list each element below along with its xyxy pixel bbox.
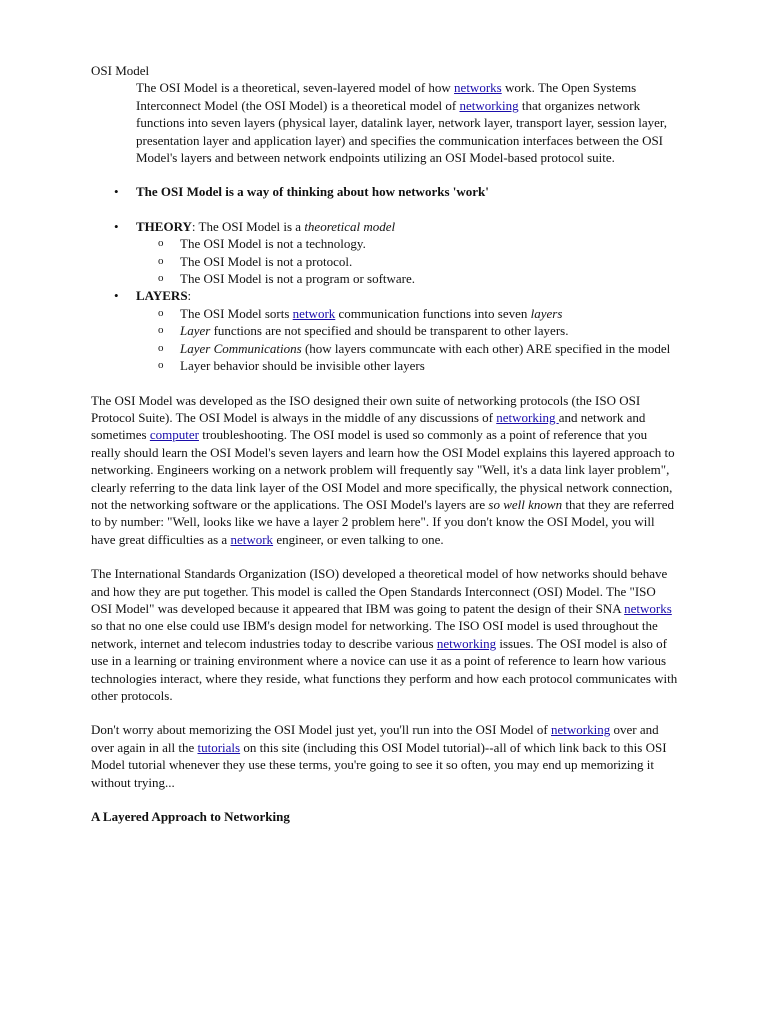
sub-item: o The OSI Model is not a program or software. — [136, 270, 679, 287]
sub-item — [136, 305, 679, 322]
bullet-list — [91, 183, 679, 200]
para-text: The International Standards Organization (ISO) developed a theoretical model of how networks should behave and how they are put together. This model is called the Open Standards Interconnect (OSI) Model. The "ISO OSI Model" was developed because it appeared that IBM was going to patent the design of their SNA — [91, 566, 668, 616]
paragraph-iso-suite — [91, 392, 679, 549]
networks-link[interactable]: networks — [454, 80, 502, 96]
para-text: The OSI Model was developed as the ISO designed their own suite of networking protocols (the ISO OSI Protocol Suite). The OSI Model is always in the middle of any discussions of — [91, 392, 641, 425]
para-text: so that no one else could use IBM's design model for networking. The ISO OSI model is used throughout the network, internet and telecom industries today to describe various — [91, 618, 658, 651]
computer-link[interactable]: computer — [149, 427, 199, 443]
networking-link[interactable]: networking — [496, 409, 559, 425]
networks-link[interactable]: networks — [624, 600, 672, 616]
sub-item — [136, 322, 679, 339]
document-body — [91, 62, 679, 825]
networking-link[interactable]: networking — [436, 635, 497, 651]
bullet-item — [91, 183, 679, 200]
para-text: and network and sometimes — [91, 409, 646, 443]
doc-title: OSI Model — [91, 63, 150, 78]
paragraph-memorize — [91, 721, 679, 791]
paragraph-iso-history — [91, 565, 679, 704]
sub-list — [136, 235, 679, 287]
para-text: over and over again in all the — [91, 722, 659, 755]
para-text: on this site (including this OSI Model tutorial)--all of which link back to this OSI Model tutorial whenever they use these terms, you're going to see it so often, you may end up memorizing it without trying... — [91, 739, 667, 790]
bullet-item-theory — [91, 218, 679, 288]
bullet-text-italic: theoretical model — [304, 218, 396, 234]
networking-link[interactable]: networking — [551, 722, 611, 738]
intro-text: that organizes network functions into seven layers (physical layer, datalink layer, network layer, transport layer, session layer, presentation layer and application layer) and specifies the communication interfaces between the OSI Model's layers and between network endpoints utilizing an OSI Model-based protocol suite. — [136, 97, 667, 166]
networking-link[interactable]: networking — [459, 97, 519, 113]
network-link[interactable]: network — [230, 531, 274, 547]
sub-list — [136, 305, 679, 375]
layers-label: LAYERS — [136, 288, 188, 304]
sub-text-italic: Layer Communications — [180, 340, 302, 356]
sub-item: o The OSI Model is not a technology. — [136, 235, 679, 252]
sub-text: (how layers communcate with each other) ARE specified in the model — [301, 340, 671, 356]
heading-text: A Layered Approach to Networking — [91, 809, 290, 825]
bullet-text: The OSI Model is a way of thinking about how networks 'work' — [136, 184, 489, 200]
sub-text-italic: layers — [530, 305, 563, 321]
para-text: issues. The OSI model is also of use in a learning or training environment where a novice can use it as a point of reference to learn how various technologies interact, where they reside, what functions they perform and how each protocol communicates with other protocols. — [91, 635, 678, 703]
tutorials-link[interactable]: tutorials — [197, 739, 241, 755]
sub-text: functions are not specified and should be transparent to other layers. — [210, 323, 569, 339]
sub-item — [136, 340, 679, 357]
para-text: troubleshooting. The OSI model is used so commonly as a point of reference that you really should learn the OSI Model's seven layers and learn how the OSI Model explains this layered approach to networking. Engineers working on a network problem will frequently say "Well, it's a data link layer problem", clearly referring to the data link layer of the OSI Model and more specifically, the physical network connection, not the networking software or the applications. The OSI Model's layers are — [91, 427, 675, 512]
bullet-item-layers — [91, 287, 679, 374]
sub-text: communication functions into seven — [335, 305, 531, 321]
theory-label: THEORY — [136, 218, 192, 234]
bullet-text: : The OSI Model is a — [191, 218, 305, 234]
sub-text: The OSI Model sorts — [180, 305, 293, 321]
para-text: that they are referred to by number: "Well, looks like we have a layer 2 problem here". If you don't know the OSI Model, you will have great difficulties as a — [91, 496, 674, 547]
para-text: engineer, or even talking to one. — [273, 531, 444, 547]
network-link[interactable]: network — [292, 305, 336, 321]
sub-item: o Layer behavior should be invisible other layers — [136, 357, 679, 374]
para-text: Don't worry about memorizing the OSI Model just yet, you'll run into the OSI Model of — [91, 722, 551, 738]
section-heading — [91, 808, 679, 825]
sub-item: o The OSI Model is not a protocol. — [136, 253, 679, 270]
bullet-list — [91, 218, 679, 375]
para-text-italic: so well known — [488, 496, 563, 512]
colon: : — [187, 288, 192, 304]
sub-text-italic: Layer — [180, 323, 211, 339]
intro-text: work. The Open Systems Interconnect Model (the OSI Model) is a theoretical model of — [136, 80, 637, 113]
intro-text: The OSI Model is a theoretical, seven-layered model of how — [136, 80, 455, 96]
intro-paragraph — [136, 79, 679, 166]
